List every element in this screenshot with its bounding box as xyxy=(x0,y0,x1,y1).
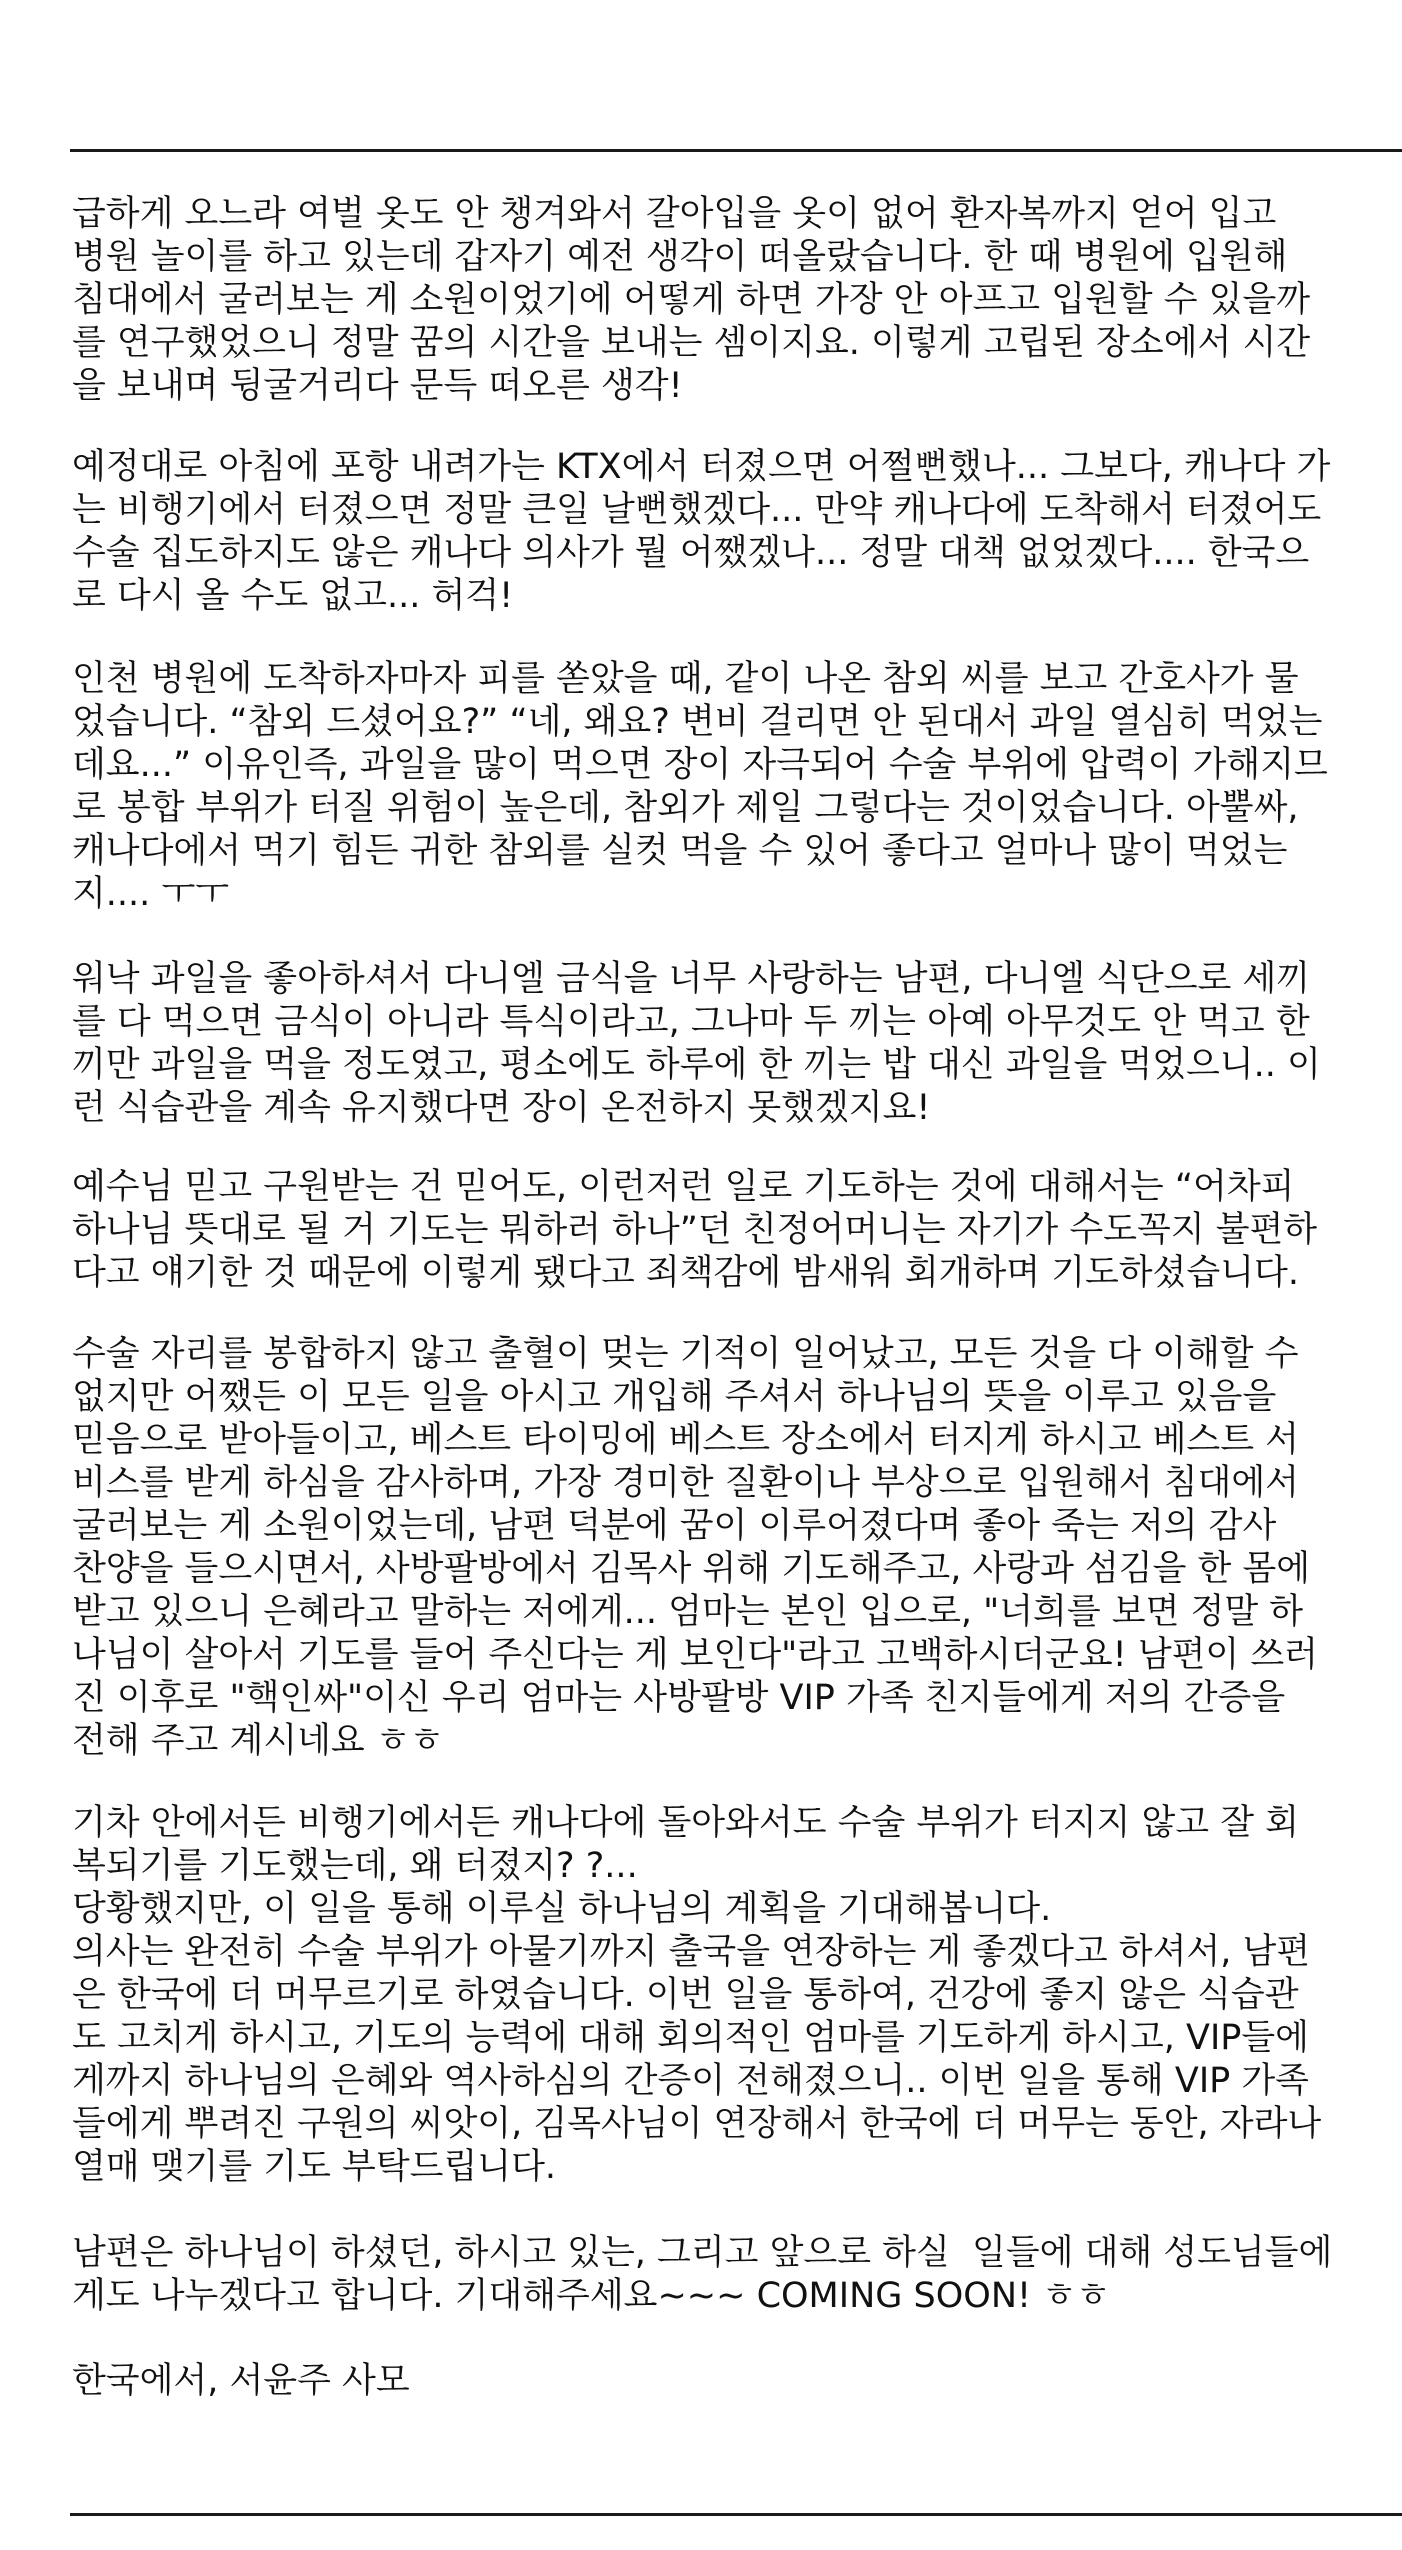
letter-body xyxy=(72,193,1400,2403)
paragraph-daniel-fast: 워낙 과일을 좋아하셔서 다니엘 금식을 너무 사랑하는 남편, 다니엘 식단으로 세끼 를 다 먹으면 금식이 아니라 특식이라고, 그나마 두 끼는 아예 아무것도 안 먹고 한 끼만 과일을 먹을 정도였고, 평소에도 하루에 한 끼는 밥 대신 과일을 먹었으니.. 이 런 식습관을 계속 유지했다면 장이 온전하지 못했겠지요! xyxy=(72,959,1321,1128)
bottom-divider xyxy=(70,2513,1402,2516)
paragraph-miracle: 수술 자리를 봉합하지 않고 출혈이 멎는 기적이 일어났고, 모든 것을 다 이해할 수 없지만 어쨌든 이 모든 일을 아시고 개입해 주셔서 하나님의 뜻을 이루고 있음을 믿음으로 받아들이고, 베스트 타이밍에 베스트 장소에서 터지게 하시고 베스트 서 비스를 받게 하심을 감사하며, 가장 경미한 질환이나 부상으로 입원해서 침대에서 굴러보는 게 소원이었는데, 남편 덕분에 꿈이 이루어졌다며 좋아 죽는 저의 감사 찬양을 들으시면서, 사방팔방에서 김목사 위해 기도해주고, 사랑과 섬김을 한 몸에 받고 있으니 은혜라고 말하는 저에게... 엄마는 본인 입으로, "너희를 보면 정말 하 나님이 살아서 기도를 들어 주신다는 게 보인다"라고 고백하시더군요! 남편이 쓰러 진 이후로 "핵인싸"이신 우리 엄마는 사방팔방 VIP 가족 친지들에게 저의 간증을 전해 주고 계시네요 ㅎㅎ xyxy=(72,1334,1318,1761)
top-divider xyxy=(70,149,1402,152)
paragraph-korean-melon: 인천 병원에 도착하자마자 피를 쏟았을 때, 같이 나온 참외 씨를 보고 간호사가 물 었습니다. “참외 드셨어요?” “네, 왜요? 변비 걸리면 안 된대서 과일 열심히 먹었는 데요...” 이유인즉, 과일을 많이 먹으면 장이 자극되어 수술 부위에 압력이 가해지므 로 봉합 부위가 터질 위험이 높은데, 참외가 제일 그렇다는 것이었습니다. 아뿔싸, 캐나다에서 먹기 힘든 귀한 참외를 실컷 먹을 수 있어 좋다고 얼마나 많이 먹었는 지.... ㅜㅜ xyxy=(72,659,1328,914)
paragraph-coming-soon: 남편은 하나님이 하셨던, 하시고 있는, 그리고 앞으로 하실 일들에 대해 성도님들에 게도 나누겠다고 합니다. 기대해주세요~~~ COMING SOON! ㅎㅎ xyxy=(72,2233,1333,2316)
paragraph-ktx-canada: 예정대로 아침에 포항 내려가는 KTX에서 터졌으면 어쩔뻔했나... 그보다, 캐나다 가 는 비행기에서 터졌으면 정말 큰일 날뻔했겠다... 만약 캐나다에 도착해서 터졌어도 수술 집도하지도 않은 캐나다 의사가 뭘 어쨌겠나... 정말 대책 없었겠다.... 한국으 로 다시 올 수도 없고... 허걱! xyxy=(72,447,1331,616)
paragraph-gods-plan: 당황했지만, 이 일을 통해 이루실 하나님의 계획을 기대해봅니다. 의사는 완전히 수술 부위가 아물기까지 출국을 연장하는 게 좋겠다고 하셔서, 남편 은 한국에 더 머무르기로 하였습니다. 이번 일을 통하여, 건강에 좋지 않은 식습관 도 고치게 하시고, 기도의 능력에 대해 회의적인 엄마를 기도하게 하시고, VIP들에 게까지 하나님의 은혜와 역사하심의 간증이 전해졌으니.. 이번 일을 통해 VIP 가족 들에게 뿌려진 구원의 씨앗이, 김목사님이 연장해서 한국에 더 머무는 동안, 자라나 열매 맺기를 기도 부탁드립니다. xyxy=(72,1889,1322,2187)
letter-signature: 한국에서, 서윤주 사모 xyxy=(72,2361,410,2401)
paragraph-hospital-gown: 급하게 오느라 여벌 옷도 안 챙겨와서 갈아입을 옷이 없어 환자복까지 얻어 입고 병원 놀이를 하고 있는데 갑자기 예전 생각이 떠올랐습니다. 한 때 병원에 입원해 침대에서 굴러보는 게 소원이었기에 어떻게 하면 가장 안 아프고 입원할 수 있을까 를 연구했었으니 정말 꿈의 시간을 보내는 셈이지요. 이렇게 고립된 장소에서 시간 을 보내며 뒹굴거리다 문득 떠오른 생각! xyxy=(72,194,1311,406)
paragraph-mother-prayer: 예수님 믿고 구원받는 건 믿어도, 이런저런 일로 기도하는 것에 대해서는 “어차피 하나님 뜻대로 될 거 기도는 뭐하러 하나”던 친정어머니는 자기가 수도꼭지 불편하 다고 얘기한 것 때문에 이렇게 됐다고 죄책감에 밤새워 회개하며 기도하셨습니다. xyxy=(72,1167,1318,1293)
paragraph-why-burst: 기차 안에서든 비행기에서든 캐나다에 돌아와서도 수술 부위가 터지지 않고 잘 회 복되기를 기도했는데, 왜 터졌지? ?... xyxy=(72,1803,1299,1886)
